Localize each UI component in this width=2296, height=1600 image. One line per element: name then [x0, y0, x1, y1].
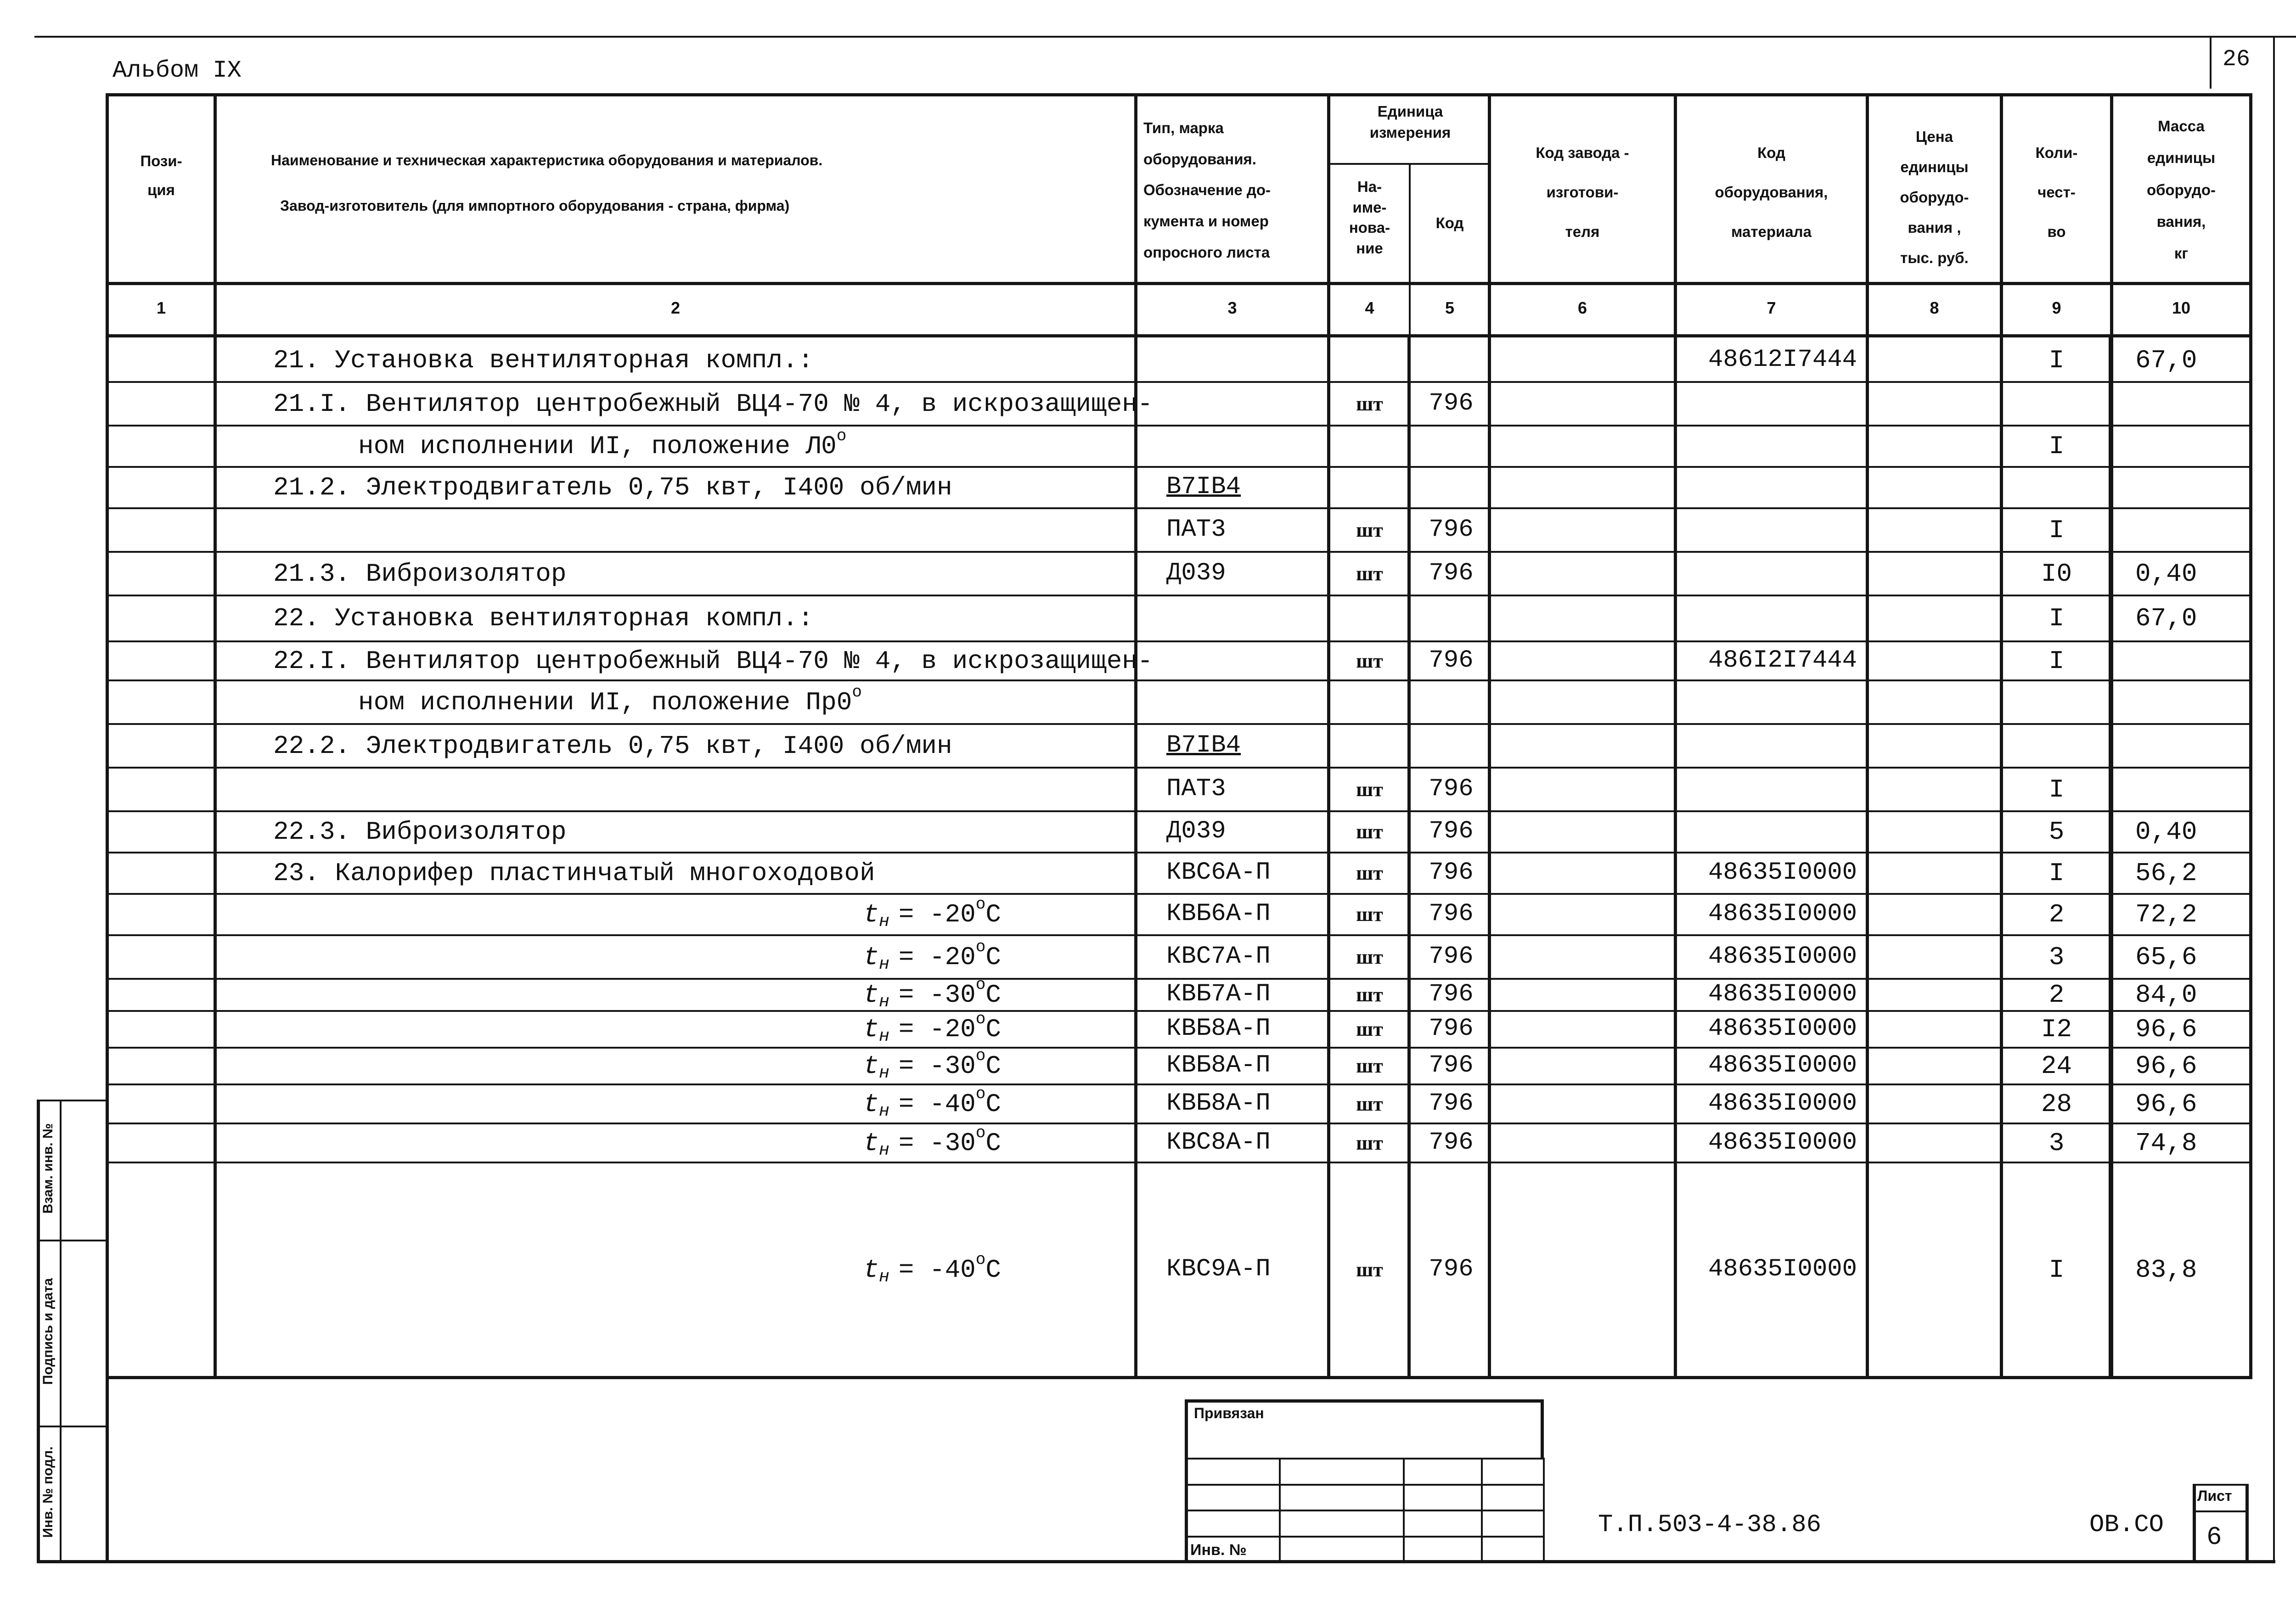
row-equipment-code: 48635I0000 [1708, 1255, 1857, 1283]
document-mark: ОВ.СО [2089, 1511, 2164, 1539]
row-unit: шт [1356, 946, 1383, 968]
temp-unit: C [985, 943, 1001, 972]
temp-value: = -40 [898, 1089, 976, 1119]
temp-value: = -30 [898, 1128, 976, 1158]
row-mass: 96,6 [2135, 1089, 2197, 1119]
row-unit: шт [1356, 1258, 1383, 1281]
row-type: КВБ7А-П [1166, 980, 1271, 1008]
temp-value: = -20 [898, 900, 976, 929]
row-equipment-code: 48635I0000 [1708, 859, 1857, 887]
row-unit: шт [1356, 903, 1383, 926]
row-qty: I [2048, 775, 2065, 804]
row-unit: шт [1356, 1132, 1383, 1154]
page-number: 26 [2223, 46, 2251, 73]
list-label: Лист [2197, 1488, 2232, 1504]
header-code: Код оборудования, материала [1715, 144, 1828, 240]
row-qty: I [2048, 516, 2065, 545]
temp-unit: C [985, 1255, 1001, 1285]
row-name: 21.I. Вентилятор центробежный ВЦ4-70 № 4, в искрозащищен- [273, 389, 1153, 419]
row-unit: шт [1356, 562, 1383, 585]
temp-symbol: t [863, 1255, 879, 1285]
row-unit: шт [1356, 1055, 1383, 1077]
temp-unit: C [985, 980, 1001, 1010]
row-qty: 2 [2048, 980, 2065, 1010]
row-mass: 96,6 [2135, 1015, 2197, 1044]
temp-subscript: н [878, 1063, 889, 1083]
row-type: КВБ8А-П [1166, 1089, 1271, 1117]
row-mass: 0,40 [2135, 817, 2197, 847]
row-equipment-code: 48635I0000 [1708, 943, 1857, 971]
row-qty: I [2048, 604, 2065, 633]
row-unit-code: 796 [1429, 775, 1474, 803]
row-mass: 67,0 [2135, 346, 2197, 375]
row-qty: I [2048, 346, 2065, 375]
degree-mark: о [975, 975, 986, 994]
header-price: Цена единицы оборудо- вания , тыс. руб. [1900, 128, 1969, 266]
temp-subscript: н [878, 1140, 889, 1160]
row-qty: I [2048, 1255, 2065, 1285]
header-type: Тип, марка оборудования. Обозначение до- кумента и номер опросного листа [1143, 119, 1271, 261]
row-name: ном исполнении ИI, положение $Л0^о$ [358, 427, 847, 461]
row-equipment-code: 48635I0000 [1708, 1051, 1857, 1079]
row-unit: шт [1356, 983, 1383, 1006]
temp-symbol: t [863, 1089, 879, 1119]
row-mass: 84,0 [2135, 980, 2197, 1010]
row-name: 22. Установка вентиляторная компл.: [273, 604, 814, 633]
row-type: КВС8А-П [1166, 1128, 1271, 1156]
colnum-8: 8 [1930, 298, 1939, 317]
sidebar-signature-date: Подпись и дата [40, 1278, 56, 1385]
temp-symbol: t [863, 943, 879, 972]
row-unit: шт [1356, 778, 1383, 801]
row-qty: 3 [2048, 943, 2065, 972]
row-mass: 56,2 [2135, 859, 2197, 888]
temp-unit: C [985, 1051, 1001, 1081]
row-qty: I0 [2041, 559, 2072, 589]
row-mass: 96,6 [2135, 1051, 2197, 1081]
row-type: КВС7А-П [1166, 943, 1271, 971]
row-mass: 67,0 [2135, 604, 2197, 633]
header-factory: Код завода - изготови- теля [1536, 144, 1629, 240]
colnum-4: 4 [1365, 298, 1374, 317]
row-type: ПАТ3 [1166, 516, 1226, 544]
row-qty: I [2048, 646, 2065, 676]
row-mass: 0,40 [2135, 559, 2197, 589]
row-unit-code: 796 [1429, 943, 1474, 971]
row-unit-code: 796 [1429, 389, 1474, 417]
temp-unit: C [985, 1128, 1001, 1158]
colnum-7: 7 [1767, 298, 1776, 317]
row-temperature [781, 1046, 1001, 1083]
temp-unit: C [985, 900, 1001, 929]
row-temperature [781, 1123, 1001, 1160]
row-unit: шт [1356, 1018, 1383, 1040]
row-qty: 2 [2048, 900, 2065, 929]
row-qty: 28 [2041, 1089, 2072, 1119]
stamp-inv: Инв. № [1190, 1541, 1247, 1559]
colnum-1: 1 [156, 298, 166, 317]
header-qty: Коли- чест- во [2035, 144, 2078, 240]
colnum-9: 9 [2052, 298, 2061, 317]
row-equipment-code: 48612I7444 [1708, 346, 1857, 374]
row-unit-code: 796 [1429, 1089, 1474, 1117]
row-equipment-code: 48635I0000 [1708, 900, 1857, 928]
row-type: КВБ8А-П [1166, 1015, 1271, 1043]
row-equipment-code: 486I2I7444 [1708, 646, 1857, 674]
row-name: 21.2. Электродвигатель 0,75 квт, I400 об/мин [273, 473, 952, 502]
row-qty: 24 [2041, 1051, 2072, 1081]
row-type: В7IВ4 [1166, 473, 1241, 501]
row-mass: 65,6 [2135, 943, 2197, 972]
row-unit: шт [1356, 650, 1383, 672]
row-qty: I2 [2041, 1015, 2072, 1044]
row-mass: 72,2 [2135, 900, 2197, 929]
row-temperature [781, 938, 1001, 974]
row-unit-code: 796 [1429, 1015, 1474, 1043]
row-equipment-code: 48635I0000 [1708, 1015, 1857, 1043]
temp-subscript: н [878, 1267, 889, 1287]
stamp-privyazan: Привязан [1194, 1405, 1264, 1421]
degree-mark: о [975, 1250, 986, 1269]
row-unit: шт [1356, 393, 1383, 415]
row-name: 23. Калорифер пластинчатый многоходовой [273, 859, 875, 888]
row-type: ПАТ3 [1166, 775, 1226, 803]
temp-symbol: t [863, 1128, 879, 1158]
row-name: 22.I. Вентилятор центробежный ВЦ4-70 № 4, в искрозащищен- [273, 646, 1153, 676]
degree-mark: о [975, 1010, 986, 1028]
header-unit: Единица измерения [1369, 103, 1451, 141]
row-qty: 3 [2048, 1128, 2065, 1158]
row-unit-code: 796 [1429, 900, 1474, 928]
row-equipment-code: 48635I0000 [1708, 1128, 1857, 1156]
degree-mark: о [975, 1084, 986, 1103]
row-temperature [781, 895, 1001, 932]
row-equipment-code: 48635I0000 [1708, 980, 1857, 1008]
row-temperature [781, 975, 1001, 1012]
temp-subscript: н [878, 1101, 889, 1121]
row-unit-code: 796 [1429, 817, 1474, 845]
row-unit: шт [1356, 519, 1383, 541]
colnum-6: 6 [1577, 298, 1587, 317]
colnum-10: 10 [2172, 298, 2191, 317]
row-unit-code: 796 [1429, 1255, 1474, 1283]
temp-value: = -20 [898, 1015, 976, 1044]
temp-symbol: t [863, 1051, 879, 1081]
row-name: 21.3. Виброизолятор [273, 559, 567, 589]
temp-symbol: t [863, 980, 879, 1010]
temp-unit: C [985, 1015, 1001, 1044]
row-temperature [781, 1084, 1001, 1121]
header-mass: Масса единицы оборудо- вания, кг [2146, 118, 2216, 262]
row-temperature [781, 1010, 1001, 1046]
header-unit-code: Код [1435, 214, 1464, 231]
header-position: Пози- ция [140, 152, 182, 198]
temp-value: = -20 [898, 943, 976, 972]
temp-value: = -30 [898, 980, 976, 1010]
degree-mark: о [836, 427, 847, 445]
row-qty: I [2048, 859, 2065, 888]
sidebar-replace-inv: Взам. инв. № [40, 1123, 56, 1214]
row-type: КВБ8А-П [1166, 1051, 1271, 1079]
row-unit-code: 796 [1429, 1051, 1474, 1079]
row-type: КВС6А-П [1166, 859, 1271, 887]
header-name: Наименование и техническая характеристика оборудования и материалов. Завод-изготовитель (для импортного оборудования - страна, фирма) [271, 152, 823, 214]
temp-subscript: н [878, 954, 889, 974]
row-unit-code: 796 [1429, 559, 1474, 587]
temp-symbol: t [863, 900, 879, 929]
header-unit-name: На- име- нова- ние [1349, 178, 1390, 257]
row-temperature [781, 1250, 1001, 1287]
temp-unit: C [985, 1089, 1001, 1119]
row-unit: шт [1356, 862, 1383, 884]
album-title: Альбом IX [113, 57, 242, 84]
row-qty: 5 [2048, 817, 2065, 847]
list-number: 6 [2206, 1522, 2222, 1552]
degree-mark: о [975, 895, 986, 914]
row-mass: 83,8 [2135, 1255, 2197, 1285]
row-name: 22.3. Виброизолятор [273, 817, 567, 847]
row-unit: шт [1356, 1093, 1383, 1115]
row-name: 22.2. Электродвигатель 0,75 квт, I400 об/мин [273, 731, 952, 761]
row-type: Д039 [1166, 559, 1226, 587]
temp-subscript: н [878, 992, 889, 1012]
degree-mark: о [975, 938, 986, 956]
row-qty: I [2048, 432, 2065, 461]
temp-value: = -40 [898, 1255, 976, 1285]
row-type: В7IВ4 [1166, 731, 1241, 759]
document-code: Т.П.503-4-38.86 [1598, 1511, 1822, 1539]
row-unit-code: 796 [1429, 516, 1474, 544]
row-mass: 74,8 [2135, 1128, 2197, 1158]
colnum-5: 5 [1445, 298, 1455, 317]
row-unit-code: 796 [1429, 646, 1474, 674]
degree-mark: о [975, 1123, 986, 1142]
temp-subscript: н [878, 1027, 889, 1046]
row-type: КВС9А-П [1166, 1255, 1271, 1283]
row-unit-code: 796 [1429, 859, 1474, 887]
temp-symbol: t [863, 1015, 879, 1044]
row-equipment-code: 48635I0000 [1708, 1089, 1857, 1117]
temp-value: = -30 [898, 1051, 976, 1081]
sidebar-inv-original: Инв. № подл. [40, 1446, 56, 1538]
row-type: КВБ6А-П [1166, 900, 1271, 928]
row-type: Д039 [1166, 817, 1226, 845]
degree-mark: о [975, 1046, 986, 1065]
degree-mark: о [852, 683, 862, 702]
row-name: ном исполнении ИI, положение $Пр0^о$ [358, 683, 862, 717]
row-unit-code: 796 [1429, 1128, 1474, 1156]
row-unit: шт [1356, 820, 1383, 843]
colnum-2: 2 [670, 298, 681, 317]
row-unit-code: 796 [1429, 980, 1474, 1008]
colnum-3: 3 [1227, 298, 1237, 317]
row-name: 21. Установка вентиляторная компл.: [273, 346, 814, 375]
temp-subscript: н [878, 912, 889, 932]
